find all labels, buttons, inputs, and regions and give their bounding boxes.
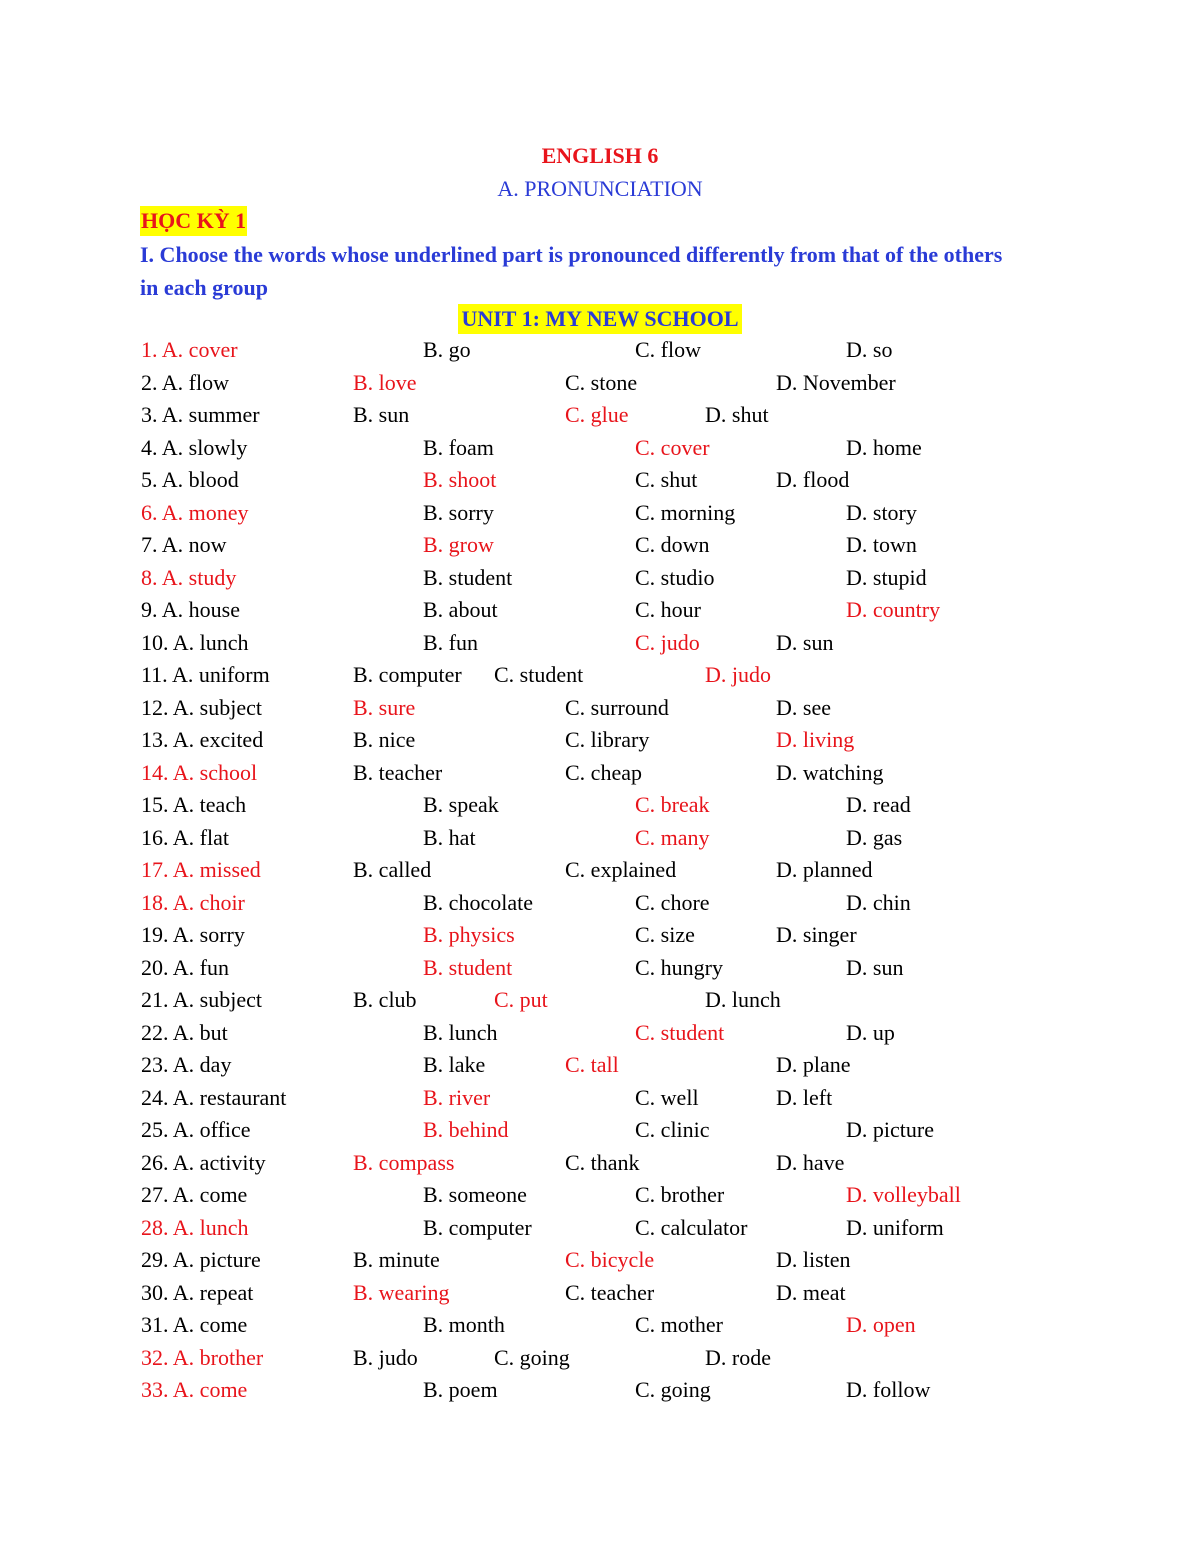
answer-option: 30. A. repeat [141, 1279, 254, 1305]
answer-option: 21. A. subject [141, 987, 262, 1012]
answer-option: C. brother [635, 1182, 725, 1207]
answer-option: 7. A. now [141, 532, 227, 557]
answer-option-correct: C. student [635, 1019, 725, 1045]
question-row [0, 562, 1200, 594]
question-row [0, 822, 1200, 854]
answer-option: 16. A. flat [141, 824, 229, 850]
answer-option: C. student [494, 662, 584, 687]
question-row [0, 367, 1200, 399]
answer-option: 12. A. subject [141, 694, 262, 720]
answer-option: D. gas [846, 824, 903, 850]
answer-option-correct: 33. A. come [141, 1377, 248, 1402]
answer-option: B. go [423, 337, 471, 362]
answer-option-correct: B. physics [423, 922, 515, 947]
answer-option: C. shut [635, 467, 698, 492]
answer-option: D. singer [776, 922, 857, 947]
answer-option-correct: B. river [423, 1084, 491, 1110]
answer-option: D. home [846, 434, 922, 460]
question-row [0, 594, 1200, 626]
answer-option-correct: B. compass [353, 1149, 455, 1175]
answer-option: B. lake [423, 1052, 486, 1077]
question-row [0, 1179, 1200, 1211]
answer-option: 2. A. flow [141, 369, 229, 395]
answer-option: D. stupid [846, 564, 927, 590]
answer-option: B. about [423, 597, 498, 622]
answer-option: D. story [846, 499, 917, 525]
answer-option: B. hat [423, 824, 476, 850]
unit-heading-wrap [0, 304, 1200, 334]
answer-option: D. flood [776, 467, 850, 492]
answer-option: 25. A. office [141, 1117, 251, 1142]
answer-option: B. minute [353, 1247, 440, 1272]
question-row [0, 984, 1200, 1016]
question-row [0, 399, 1200, 431]
answer-option: 19. A. sorry [141, 922, 245, 947]
answer-option: 22. A. but [141, 1019, 228, 1045]
answer-option: B. lunch [423, 1019, 498, 1045]
answer-option-correct: B. love [353, 369, 417, 395]
answer-option-correct: C. glue [565, 402, 629, 427]
answer-option: B. student [423, 564, 513, 590]
question-row [0, 1342, 1200, 1374]
answer-option-correct: 6. A. money [141, 499, 249, 525]
answer-option-correct: C. tall [565, 1052, 619, 1077]
question-row [0, 952, 1200, 984]
answer-option: D. plane [776, 1052, 851, 1077]
answer-option: B. sorry [423, 499, 494, 525]
answer-option: C. well [635, 1084, 699, 1110]
answer-option: D. lunch [705, 987, 781, 1012]
question-row [0, 497, 1200, 529]
answer-option: 5. A. blood [141, 467, 239, 492]
answer-option: D. see [776, 694, 831, 720]
unit-heading: UNIT 1: MY NEW SCHOOL [458, 304, 741, 334]
answer-option: B. someone [423, 1182, 527, 1207]
answer-option-correct: D. country [846, 597, 941, 622]
answer-option-correct: C. break [635, 792, 710, 817]
answer-option: C. size [635, 922, 695, 947]
question-row [0, 464, 1200, 496]
answer-option: 9. A. house [141, 597, 240, 622]
answer-option: D. so [846, 337, 893, 362]
question-row [0, 1277, 1200, 1309]
answer-option: D. picture [846, 1117, 934, 1142]
question-row [0, 659, 1200, 691]
answer-option-correct: D. open [846, 1312, 916, 1337]
answer-option-correct: 17. A. missed [141, 857, 261, 882]
answer-option: D. shut [705, 402, 769, 427]
answer-option: C. chore [635, 889, 710, 915]
answer-option: C. flow [635, 337, 701, 362]
answer-option: 13. A. excited [141, 727, 264, 752]
answer-option: D. listen [776, 1247, 851, 1272]
answer-option-correct: B. student [423, 954, 513, 980]
answer-option: B. nice [353, 727, 416, 752]
question-row [0, 1244, 1200, 1276]
answer-option-correct: 18. A. choir [141, 889, 245, 915]
answer-option: 15. A. teach [141, 792, 247, 817]
answer-option: 23. A. day [141, 1052, 232, 1077]
answer-option: C. calculator [635, 1214, 748, 1240]
answer-option-correct: 14. A. school [141, 759, 258, 785]
answer-option: 10. A. lunch [141, 629, 249, 655]
answer-option: C. going [635, 1377, 711, 1402]
answer-option: B. judo [353, 1344, 418, 1370]
answer-option: D. meat [776, 1279, 846, 1305]
answer-option: D. up [846, 1019, 895, 1045]
answer-option: B. club [353, 987, 417, 1012]
answer-option: C. thank [565, 1149, 640, 1175]
answer-option: C. morning [635, 499, 736, 525]
term-heading: HỌC KỲ 1 [140, 206, 247, 236]
answer-option: C. down [635, 532, 710, 557]
answer-option-correct: C. bicycle [565, 1247, 655, 1272]
answer-option: C. mother [635, 1312, 723, 1337]
answer-option: B. computer [353, 662, 462, 687]
question-row [0, 692, 1200, 724]
question-row [0, 1049, 1200, 1081]
answer-option: D. have [776, 1149, 845, 1175]
answer-option: C. going [494, 1344, 570, 1370]
answer-option-correct: D. living [776, 727, 855, 752]
answer-option: B. teacher [353, 759, 443, 785]
answer-option: D. planned [776, 857, 873, 882]
answer-option: C. studio [635, 564, 715, 590]
answer-option: B. computer [423, 1214, 532, 1240]
question-row [0, 854, 1200, 886]
answer-option: C. clinic [635, 1117, 710, 1142]
question-row [0, 1147, 1200, 1179]
answer-option: C. library [565, 727, 650, 752]
question-row [0, 789, 1200, 821]
answer-option-correct: C. many [635, 824, 710, 850]
answer-option-correct: 8. A. study [141, 564, 237, 590]
question-row [0, 724, 1200, 756]
question-row [0, 627, 1200, 659]
answer-option: B. fun [423, 629, 478, 655]
answer-option: C. cheap [565, 759, 642, 785]
answer-option: 4. A. slowly [141, 434, 248, 460]
section-title: A. PRONUNCIATION [497, 176, 703, 201]
question-row [0, 1212, 1200, 1244]
answer-option-correct: 28. A. lunch [141, 1214, 249, 1240]
question-row [0, 529, 1200, 561]
answer-option: D. sun [776, 629, 834, 655]
answer-option: 11. A. uniform [141, 662, 270, 687]
question-row [0, 1374, 1200, 1406]
answer-option-correct: 1. A. cover [141, 337, 238, 362]
answer-option: C. surround [565, 694, 669, 720]
answer-option: D. sun [846, 954, 904, 980]
answer-option: D. left [776, 1084, 833, 1110]
answer-option: 24. A. restaurant [141, 1084, 287, 1110]
answer-option: C. explained [565, 857, 677, 882]
question-row [0, 334, 1200, 366]
answer-option: D. follow [846, 1377, 931, 1402]
answer-option-correct: D. judo [705, 662, 771, 687]
answer-option: D. town [846, 532, 917, 557]
question-row [0, 1082, 1200, 1114]
exercise-instruction: I. Choose the words whose underlined part is pronounced differently from that of the others in each group [140, 242, 1003, 300]
question-row [0, 757, 1200, 789]
answer-option-correct: B. wearing [353, 1279, 450, 1305]
answer-option: 3. A. summer [141, 402, 260, 427]
answer-option: C. hour [635, 597, 701, 622]
answer-option: B. poem [423, 1377, 498, 1402]
answer-option: C. hungry [635, 954, 723, 980]
question-row [0, 887, 1200, 919]
answer-option-correct: C. judo [635, 629, 700, 655]
answer-option: B. month [423, 1312, 505, 1337]
question-row [0, 432, 1200, 464]
answer-option: C. stone [565, 369, 638, 395]
answer-option: 29. A. picture [141, 1247, 261, 1272]
answer-option-correct: B. sure [353, 694, 416, 720]
answer-option: B. sun [353, 402, 410, 427]
answer-option: 27. A. come [141, 1182, 248, 1207]
document-title: ENGLISH 6 [541, 143, 659, 168]
answer-option: 26. A. activity [141, 1149, 266, 1175]
answer-option: D. watching [776, 759, 884, 785]
answer-option-correct: B. behind [423, 1117, 509, 1142]
answer-option: B. foam [423, 434, 494, 460]
answer-option: D. chin [846, 889, 911, 915]
answer-option: B. chocolate [423, 889, 533, 915]
question-row [0, 1309, 1200, 1341]
answer-option-correct: 32. A. brother [141, 1344, 264, 1370]
answer-option: D. November [776, 369, 896, 395]
answer-option-correct: B. shoot [423, 467, 497, 492]
answer-option: B. called [353, 857, 432, 882]
answer-option-correct: B. grow [423, 532, 494, 557]
answer-option-correct: D. volleyball [846, 1182, 961, 1207]
answer-option: D. uniform [846, 1214, 944, 1240]
answer-option-correct: C. put [494, 987, 548, 1012]
question-row [0, 1114, 1200, 1146]
question-row [0, 919, 1200, 951]
answer-option: D. rode [705, 1344, 771, 1370]
answer-option: B. speak [423, 792, 499, 817]
question-row [0, 1017, 1200, 1049]
answer-option-correct: C. cover [635, 434, 710, 460]
answer-option: 31. A. come [141, 1312, 248, 1337]
answer-option: D. read [846, 792, 911, 817]
answer-option: 20. A. fun [141, 954, 229, 980]
answer-option: C. teacher [565, 1279, 655, 1305]
